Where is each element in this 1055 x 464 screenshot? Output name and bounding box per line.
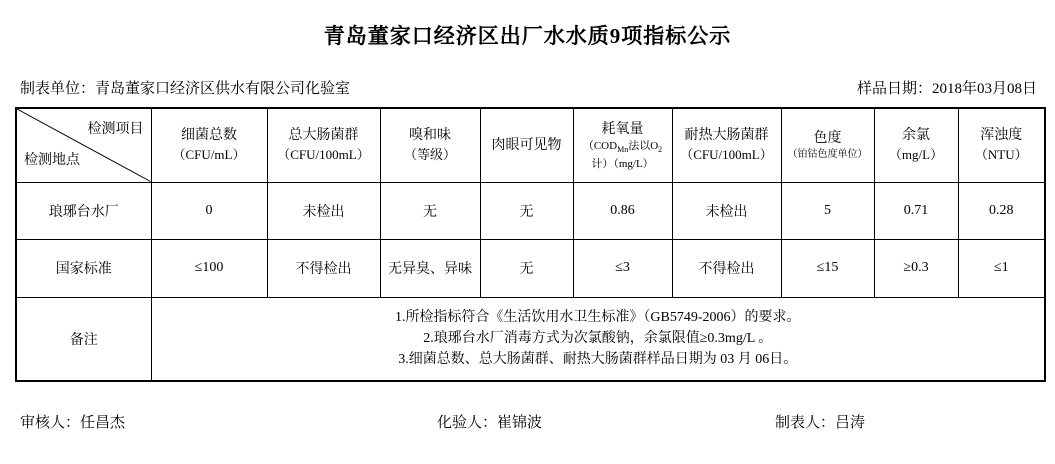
- maker-name: 吕涛: [835, 415, 866, 431]
- cell-value: ≤15: [781, 239, 874, 297]
- reviewer-signature: [20, 411, 125, 432]
- table-row-plant: [16, 182, 1045, 239]
- column-name: 细菌总数: [181, 128, 237, 144]
- corner-label-location: 检测地点: [24, 153, 80, 168]
- maker-label: 制表人：: [775, 415, 836, 431]
- column-unit: [583, 139, 662, 171]
- column-unit: （CFU/100mL）: [680, 147, 773, 163]
- column-unit: （等级）: [403, 147, 456, 163]
- water-quality-table: [15, 107, 1046, 382]
- sample-date: [857, 77, 1037, 98]
- column-unit: （NTU）: [974, 147, 1028, 163]
- column-unit: （CFU/mL）: [172, 147, 246, 163]
- cell-value: 不得检出: [672, 239, 781, 297]
- page-title: 青岛董家口经济区出厂水水质9项指标公示: [323, 24, 732, 48]
- column-header-oxygen-consumption: [573, 108, 672, 182]
- sample-date-value: 2018年03月08日: [931, 81, 1037, 97]
- cod-subscript-mn: Mn: [617, 144, 629, 154]
- remark-content: [151, 297, 1045, 381]
- column-name: 肉眼可见物: [491, 137, 562, 153]
- column-name: 嗅和味: [409, 128, 451, 144]
- column-header-turbidity: [958, 108, 1045, 182]
- cell-value: 不得检出: [267, 239, 380, 297]
- cell-value: 未检出: [672, 182, 781, 239]
- remark-line-2: 2.琅琊台水厂消毒方式为次氯酸钠，余氯限值≥0.3mg/L 。: [423, 331, 773, 347]
- cell-value: 5: [781, 182, 874, 239]
- column-header-odor-taste: [380, 108, 480, 182]
- column-unit: （mg/L）: [888, 147, 944, 163]
- corner-header-cell: [16, 108, 151, 182]
- table-row-national-standard: [16, 239, 1045, 297]
- cell-value: 无: [480, 182, 573, 239]
- column-name: 浑浊度: [980, 128, 1023, 144]
- cell-value: ≥0.3: [874, 239, 958, 297]
- cell-value: 0.71: [874, 182, 958, 239]
- cell-value: 0: [151, 182, 267, 239]
- table-maker-unit: [20, 77, 350, 98]
- cell-value: 未检出: [267, 182, 380, 239]
- column-name: 耗氧量: [601, 121, 644, 137]
- column-header-total-coliform: [267, 108, 380, 182]
- cell-value: 0.86: [573, 182, 672, 239]
- reviewer-label: 审核人：: [20, 415, 81, 431]
- cod-subscript-o2: 2: [658, 144, 663, 154]
- cod-unit-part: 计）（mg/L）: [591, 157, 654, 170]
- tester-name: 崔锦波: [497, 415, 543, 431]
- column-header-chroma: [781, 108, 874, 182]
- cell-value: ≤1: [958, 239, 1045, 297]
- remark-label: 备注: [16, 297, 151, 381]
- maker-signature: [775, 411, 865, 432]
- column-unit: （铂钴色度单位）: [787, 148, 868, 160]
- cell-value: ≤3: [573, 239, 672, 297]
- column-header-visible-matter: [480, 108, 573, 182]
- tester-label: 化验人：: [437, 415, 498, 431]
- cod-unit-part: 法以O: [628, 139, 659, 152]
- column-unit: （CFU/100mL）: [277, 147, 370, 163]
- cell-value: 无: [380, 182, 480, 239]
- column-header-thermotolerant-coliform: [672, 108, 781, 182]
- column-header-bacteria-count: [151, 108, 267, 182]
- cell-value: 无: [480, 239, 573, 297]
- column-header-residual-chlorine: [874, 108, 958, 182]
- row-label-standard: 国家标准: [16, 239, 151, 297]
- row-label-plant: 琅琊台水厂: [16, 182, 151, 239]
- column-name: 耐热大肠菌群: [684, 128, 769, 144]
- corner-label-items: 检测项目: [87, 122, 144, 137]
- maker-unit-value: 青岛董家口经济区供水有限公司化验室: [95, 81, 351, 97]
- remark-row: [16, 297, 1045, 381]
- sample-date-label: 样品日期：: [856, 81, 932, 97]
- cell-value: 0.28: [958, 182, 1045, 239]
- remark-line-1: 1.所检指标符合《生活饮用水卫生标准》（GB5749-2006）的要求。: [394, 310, 801, 326]
- tester-signature: [437, 411, 542, 432]
- cell-value: 无异臭、异味: [380, 239, 480, 297]
- reviewer-name: 任昌杰: [80, 415, 126, 431]
- cell-value: ≤100: [151, 239, 267, 297]
- maker-unit-label: 制表单位：: [20, 81, 96, 97]
- header-row: [16, 108, 1045, 182]
- column-name: 总大肠菌群: [288, 128, 359, 144]
- column-name: 余氯: [902, 128, 930, 144]
- remark-line-3: 3.细菌总数、总大肠菌群、耐热大肠菌群样品日期为 03 月 06日。: [398, 352, 798, 368]
- column-name: 色度: [813, 130, 842, 146]
- cod-unit-part: （COD: [582, 139, 618, 152]
